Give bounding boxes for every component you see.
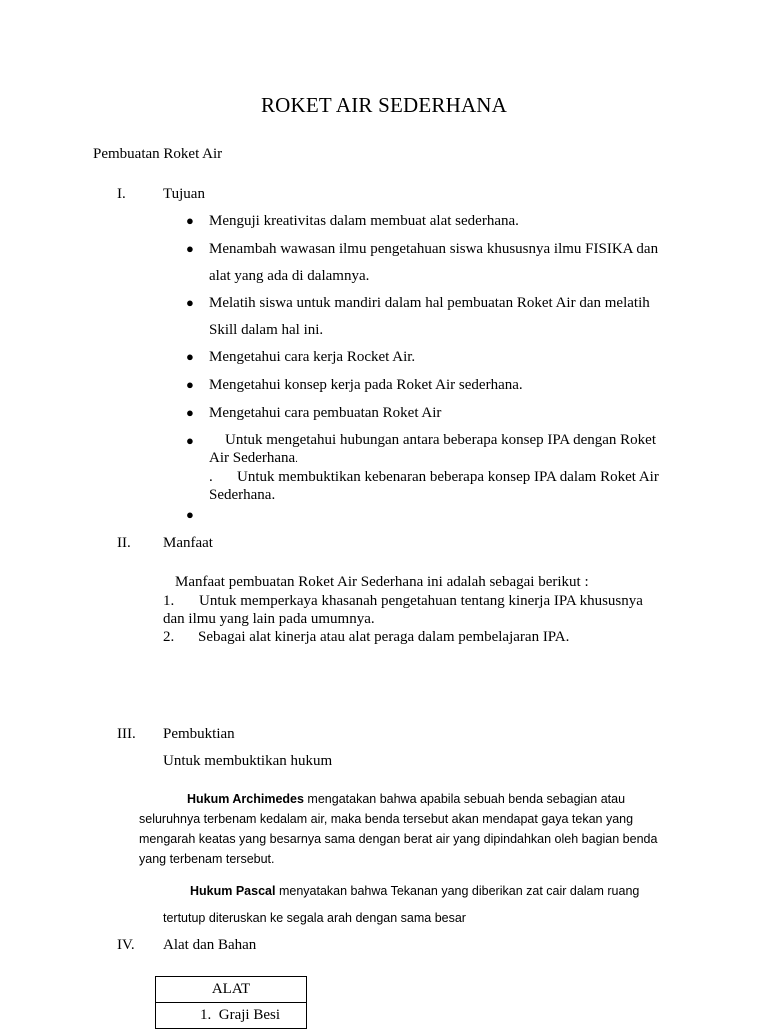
table-cell [156,1003,307,1029]
section-heading-manfaat: Manfaat [163,535,213,551]
table-cell-number: 1. [200,1007,212,1023]
list-item: Mengetahui konsep kerja pada Roket Air sederhana. [209,377,523,393]
pascal-paragraph-line [190,884,639,898]
list-item-continuation [209,450,298,467]
list-item-continuation-text: Air Sederhana [209,450,296,466]
bullet-icon: ● [186,295,194,310]
section-heading-alat-bahan: Alat dan Bahan [163,937,257,953]
list-item: Menambah wawasan ilmu pengetahuan siswa khususnya ilmu FISIKA dan [209,241,659,257]
bullet-icon: ● [186,349,194,364]
alat-table [155,976,307,1029]
archimedes-paragraph-line [187,792,625,806]
table-header-row [156,977,307,1003]
pembuktian-intro: Untuk membuktikan hukum [163,753,333,769]
document-subtitle: Pembuatan Roket Air [93,146,223,162]
archimedes-text: seluruhnya terbenam kedalam air, maka benda tersebut akan mendapat gaya tekan yang [139,812,634,826]
list-item: Untuk membuktikan kebenaran beberapa konsep IPA dalam Roket Air [237,469,659,485]
section-number-4: IV. [117,937,135,953]
pascal-text: menyatakan bahwa Tekanan yang diberikan zat cair dalam ruang [278,884,640,898]
archimedes-label: Hukum Archimedes [187,792,304,806]
bullet-icon: ● [186,213,194,228]
pascal-text: tertutup diteruskan ke segala arah dengan sama besar [163,911,466,925]
table-header-cell: ALAT [156,977,307,1003]
section-heading-pembuktian: Pembuktian [163,726,235,742]
numbered-item-marker: 2. [163,629,175,645]
document-title: ROKET AIR SEDERHANA [260,93,508,117]
numbered-item-continuation: dan ilmu yang lain pada umumnya. [163,611,375,627]
section-heading-tujuan: Tujuan [163,186,205,202]
numbered-item: Untuk memperkaya khasanah pengetahuan tentang kinerja IPA khususnya [199,593,643,609]
archimedes-text: mengatakan bahwa apabila sebuah benda sebagian atau [307,792,626,806]
archimedes-text: yang terbenam tersebut. [139,852,275,866]
numbered-item: Sebagai alat kinerja atau alat peraga dalam pembelajaran IPA. [198,629,570,645]
bullet-icon: ● [186,241,194,256]
table-cell-text: Graji Besi [218,1007,280,1023]
list-item-continuation: alat yang ada di dalamnya. [209,268,370,284]
bullet-icon: ● [186,433,194,448]
bullet-icon: ● [186,377,194,392]
archimedes-text: mengarah keatas yang besarnya sama dengan berat air yang dipindahkan oleh bagian benda [139,832,658,846]
list-item-marker: . [209,469,213,485]
bullet-icon: ● [186,507,194,522]
section-number-3: III. [117,726,136,742]
trailing-period: . [295,454,298,465]
table-row [156,1003,307,1029]
bullet-icon: ● [186,405,194,420]
list-item: Untuk mengetahui hubungan antara beberapa konsep IPA dengan Roket [225,432,657,448]
pascal-label: Hukum Pascal [190,884,276,898]
section-number-1: I. [117,186,126,202]
list-item: Melatih siswa untuk mandiri dalam hal pembuatan Roket Air dan melatih [209,295,650,311]
list-item-continuation: Sederhana. [209,487,276,503]
list-item-continuation: Skill dalam hal ini. [209,322,324,338]
list-item: Mengetahui cara pembuatan Roket Air [209,405,442,421]
manfaat-intro: Manfaat pembuatan Roket Air Sederhana ini adalah sebagai berikut : [175,574,589,590]
numbered-item-marker: 1. [163,593,175,609]
list-item: Mengetahui cara kerja Rocket Air. [209,349,416,365]
list-item: Menguji kreativitas dalam membuat alat sederhana. [209,213,519,229]
section-number-2: II. [117,535,131,551]
